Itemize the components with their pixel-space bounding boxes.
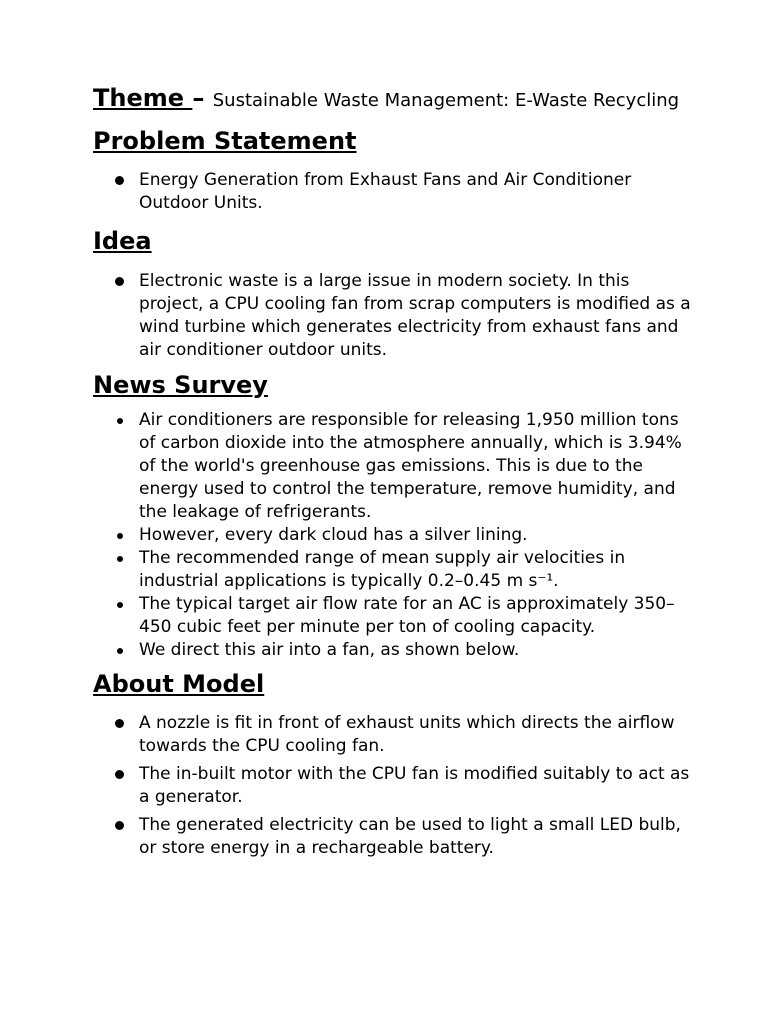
theme-dash: – bbox=[192, 84, 213, 112]
list-item: A nozzle is fit in front of exhaust units which directs the airflow towards the CPU cooling fan. bbox=[93, 712, 693, 758]
list-item: The generated electricity can be used to light a small LED bulb, or store energy in a rechargeable battery. bbox=[93, 814, 693, 860]
idea-list bbox=[93, 270, 693, 362]
about-model-heading: About Model bbox=[93, 670, 265, 698]
list-item: Air conditioners are responsible for releasing 1,950 million tons of carbon dioxide into the atmosphere annually, which is 3.94% of the world's greenhouse gas emissions. This is due to the energy used to control the temperature, remove humidity, and the leakage of refrigerants. bbox=[93, 409, 693, 524]
document-page bbox=[93, 84, 693, 865]
theme-label: Theme bbox=[93, 84, 193, 112]
problem-statement-list bbox=[93, 169, 693, 215]
list-item: The typical target air flow rate for an AC is approximately 350–450 cubic feet per minute per ton of cooling capacity. bbox=[93, 593, 693, 639]
problem-statement-heading: Problem Statement bbox=[93, 127, 357, 155]
list-item: Electronic waste is a large issue in modern society. In this project, a CPU cooling fan from scrap computers is modified as a wind turbine which generates electricity from exhaust fans and air conditioner outdoor units. bbox=[93, 270, 693, 362]
news-survey-heading: News Survey bbox=[93, 371, 268, 399]
list-item: We direct this air into a fan, as shown below. bbox=[93, 639, 693, 662]
news-survey-list bbox=[93, 409, 693, 662]
list-item: The in-built motor with the CPU fan is modified suitably to act as a generator. bbox=[93, 763, 693, 809]
theme-text: Sustainable Waste Management: E-Waste Recycling bbox=[212, 90, 680, 111]
idea-heading: Idea bbox=[93, 227, 152, 255]
list-item: Energy Generation from Exhaust Fans and Air Conditioner Outdoor Units. bbox=[93, 169, 693, 215]
theme-line bbox=[93, 84, 693, 115]
about-model-list bbox=[93, 712, 693, 860]
list-item: The recommended range of mean supply air velocities in industrial applications is typically 0.2–0.45 m s⁻¹. bbox=[93, 547, 693, 593]
list-item: However, every dark cloud has a silver lining. bbox=[93, 524, 693, 547]
